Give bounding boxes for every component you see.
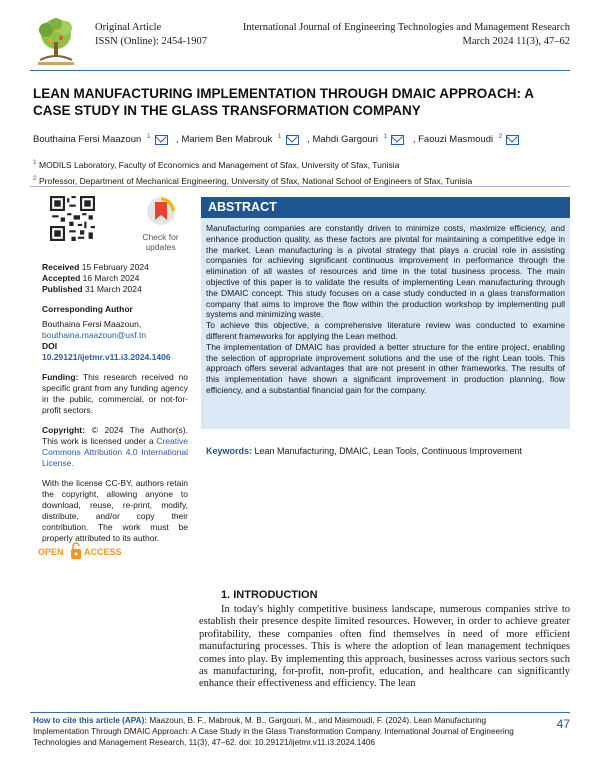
check-for-updates-icon: [146, 196, 176, 226]
footer-divider: [30, 712, 570, 713]
author: Bouthaina Fersi Maazoun $^1$: [33, 134, 171, 145]
affiliations: [33, 156, 472, 188]
open-access-open: OPEN: [38, 547, 64, 557]
corresponding-author-label: Corresponding Author: [42, 304, 133, 314]
citation: [33, 715, 543, 748]
header-divider: [30, 70, 570, 71]
received-date: Received 15 February 2024: [42, 262, 149, 272]
affiliation: $^2$ Professor, Department of Mechanical Engineering, University of Sfax, National School of Engineers of Sfax, Tunisia: [33, 174, 473, 186]
corresponding-author-email[interactable]: bouthaina.maazoun@usf.tn: [42, 330, 147, 340]
abstract-paragraph: To achieve this objective, a comprehensive literature review was conducted to examine different frameworks for applying the Lean method.: [206, 320, 565, 341]
citation-text: Maazoun, B. F., Mabrouk, M. B., Gargouri, M., and Masmoudi, F. (2024). Lean Manufacturing Implementation Through DMAIC Approach: A Case Study in the Glass Transformation Company. International Journal of Engineering Technologies and Management Research, 11(3), 47–62. doi: 10.29121/ijetmr.v11.i3.2024.1406: [33, 716, 514, 747]
citation-label: How to cite this article (APA):: [33, 716, 148, 725]
qr-code-icon[interactable]: [50, 196, 95, 241]
open-access-badge: [38, 540, 128, 562]
email-icon[interactable]: [286, 135, 299, 145]
funding-statement: Funding: This research received no specific grant from any funding agency in the public, commercial, or not-for-profit sectors.: [42, 372, 188, 415]
affiliation-divider: [30, 186, 570, 187]
doi-label: DOI: [42, 341, 58, 351]
keywords: [206, 446, 570, 456]
license-note: With the license CC-BY, authors retain the copyright, allowing anyone to download, reuse, re-print, modify, distribute, and/or copy their contribution. The work must be properly attributed to its author.: [42, 478, 188, 543]
issue-info: March 2024 11(3), 47–62: [462, 36, 570, 47]
author: , Mariem Ben Mabrouk $^1$: [176, 134, 301, 145]
doi-link[interactable]: 10.29121/ijetmr.v11.i3.2024.1406: [42, 352, 171, 362]
header-right: [243, 21, 570, 49]
open-lock-icon: [71, 543, 81, 559]
email-icon[interactable]: [155, 135, 168, 145]
email-icon[interactable]: [506, 135, 519, 145]
accepted-date: Accepted 16 March 2024: [42, 273, 140, 283]
section-heading: 1. INTRODUCTION: [221, 589, 318, 601]
paper-title: LEAN MANUFACTURING IMPLEMENTATION THROUGH DMAIC APPROACH: A CASE STUDY IN THE GLASS TRANSFORMATION COMPANY: [33, 86, 534, 118]
issn: ISSN (Online): 2454-1907: [95, 36, 207, 47]
header-left: [95, 21, 207, 49]
author: , Mahdi Gargouri $^1$: [307, 134, 407, 145]
keywords-list: Lean Manufacturing, DMAIC, Lean Tools, Continuous Improvement: [254, 446, 523, 456]
article-type: Original Article: [95, 22, 162, 33]
abstract-paragraph: The implementation of DMAIC has provided a better structure for the entire project, enabling the selection of appropriate improvement solutions and the use of the right Lean tools. This approach offers several advantages that are not present in other frameworks. The results of this implementation have shown a significant improvement in production planning, flow efficiency, and a substantial financial gain for the company.: [206, 341, 565, 395]
license-link[interactable]: Creative Commons Attribution 4.0 International License.: [42, 436, 188, 468]
abstract-body: [206, 223, 565, 396]
check-for-updates-button[interactable]: Check for updates: [138, 196, 183, 250]
article-info-column: [42, 262, 188, 544]
keywords-label: Keywords:: [206, 446, 253, 456]
published-date: Published 31 March 2024: [42, 284, 142, 294]
affiliation: $^1$ MODILS Laboratory, Faculty of Economics and Management of Sfax, University of Sfax, Tunisia: [33, 159, 400, 170]
journal-name: International Journal of Engineering Technologies and Management Research: [242, 22, 570, 33]
open-access-access: ACCESS: [84, 547, 122, 557]
email-icon[interactable]: [391, 135, 404, 145]
copyright-statement: Copyright: © 2024 The Author(s). This work is licensed under a Creative Commons Attribution 4.0 International License.: [42, 425, 188, 468]
abstract-paragraph: Manufacturing companies are constantly driven to minimize costs, maximize efficiency, and enhance production quality, as these factors are pivotal for maintaining a competitive edge in the market. Lean manufacturing is a pivotal strategy that plays a crucial role in assisting companies for achieving significant continuous improvement in performance through the elimination of all wastes of resources and time in the total business process. The main objective of this paper is to validate the results of implementing Lean manufacturing through the DMAIC concept. This study focuses on a case study conducted in a glass transformation company that aims to improve the flow within the production workshop by implementing pull systems and minimizing waste.: [206, 223, 565, 320]
corresponding-author-name: Bouthaina Fersi Maazoun,: [42, 319, 142, 329]
intro-paragraph: In today's highly competitive business landscape, numerous companies strive to establish their presence despite limited resources. However, in order to achieve greater profitability, these companies often find themselves in need of more efficient manufacturing processes. This is where the adoption of lean management techniques comes into play. By implementing this approach, businesses across various sectors such as manufacturing, for-profit, non-profit, education, and healthcare can significantly enhance their effectiveness and efficiency. The lean: [199, 604, 570, 690]
abstract-heading: ABSTRACT: [201, 197, 570, 218]
author-list: [33, 133, 525, 145]
author: , Faouzi Masmoudi $^2$: [413, 134, 523, 145]
page-number: 47: [556, 717, 570, 731]
journal-logo-icon: [30, 14, 82, 70]
